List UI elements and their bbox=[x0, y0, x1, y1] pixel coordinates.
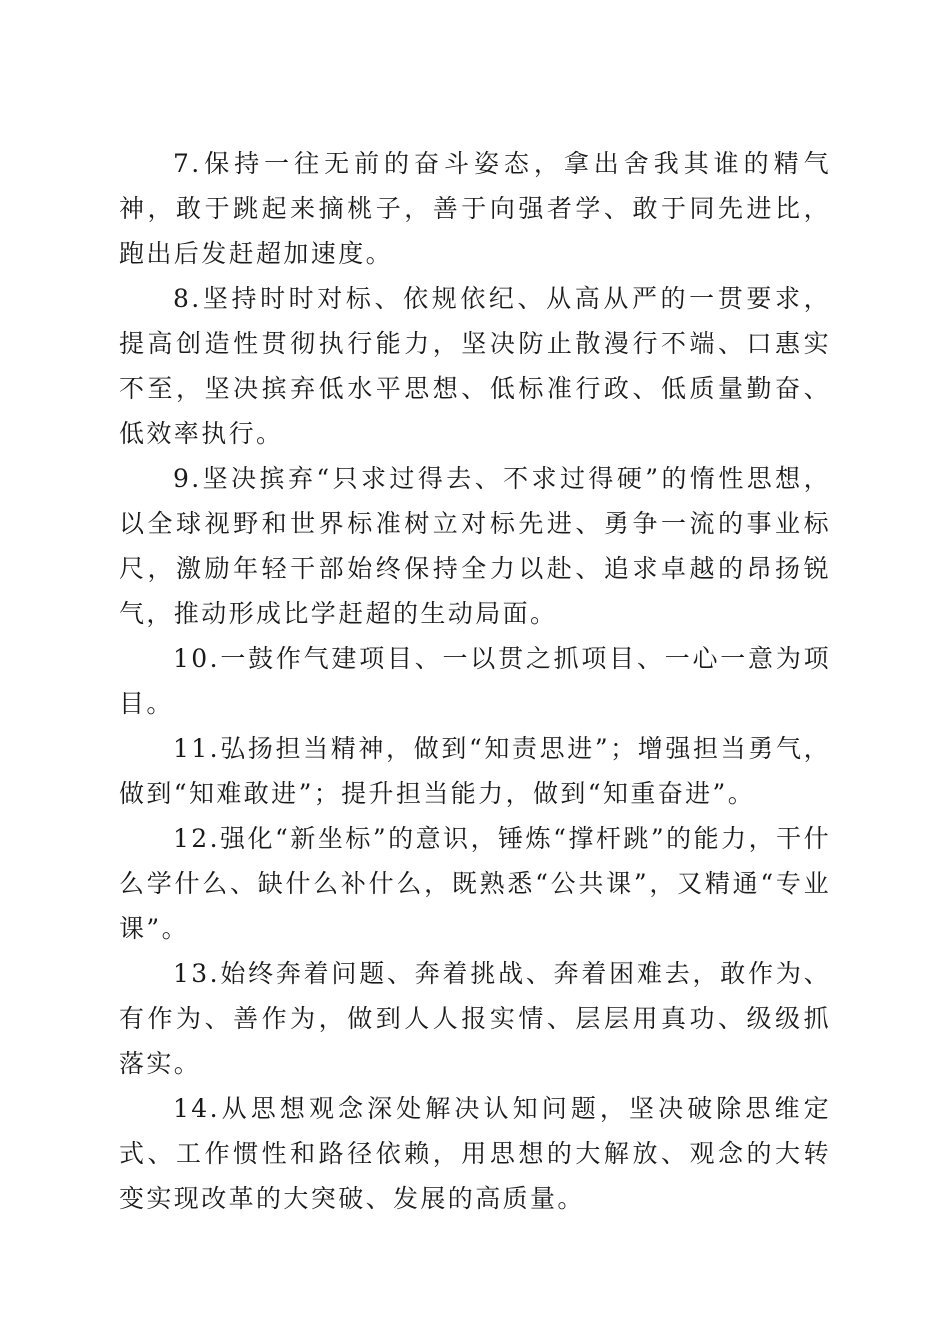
paragraph-8: 8.坚持时时对标、依规依纪、从高从严的一贯要求，提高创造性贯彻执行能力，坚决防止散漫行不端、口惠实不至，坚决摈弃低水平思想、低标准行政、低质量勤奋、低效率执行。 bbox=[119, 284, 831, 448]
paragraph-12: 12.强化“新坐标”的意识，锤炼“撑杆跳”的能力，干什么学什么、缺什么补什么，既熟悉“公共课”，又精通“专业课”。 bbox=[119, 824, 831, 943]
paragraph-10: 10.一鼓作气建项目、一以贯之抓项目、一心一意为项目。 bbox=[119, 644, 831, 718]
paragraph-9: 9.坚决摈弃“只求过得去、不求过得硬”的惰性思想，以全球视野和世界标准树立对标先进、勇争一流的事业标尺，激励年轻干部始终保持全力以赴、追求卓越的昂扬锐气，推动形成比学赶超的生动局面。 bbox=[119, 464, 831, 628]
document-body bbox=[119, 141, 831, 1221]
paragraph-11: 11.弘扬担当精神，做到“知责思进”；增强担当勇气，做到“知难敢进”；提升担当能力，做到“知重奋进”。 bbox=[119, 734, 831, 808]
paragraph-13: 13.始终奔着问题、奔着挑战、奔着困难去，敢作为、有作为、善作为，做到人人报实情、层层用真功、级级抓落实。 bbox=[119, 959, 831, 1078]
paragraph-14: 14.从思想观念深处解决认知问题，坚决破除思维定式、工作惯性和路径依赖，用思想的大解放、观念的大转变实现改革的大突破、发展的高质量。 bbox=[119, 1094, 831, 1213]
paragraph-7: 7.保持一往无前的奋斗姿态，拿出舍我其谁的精气神，敢于跳起来摘桃子，善于向强者学、敢于同先进比，跑出后发赶超加速度。 bbox=[119, 149, 831, 268]
